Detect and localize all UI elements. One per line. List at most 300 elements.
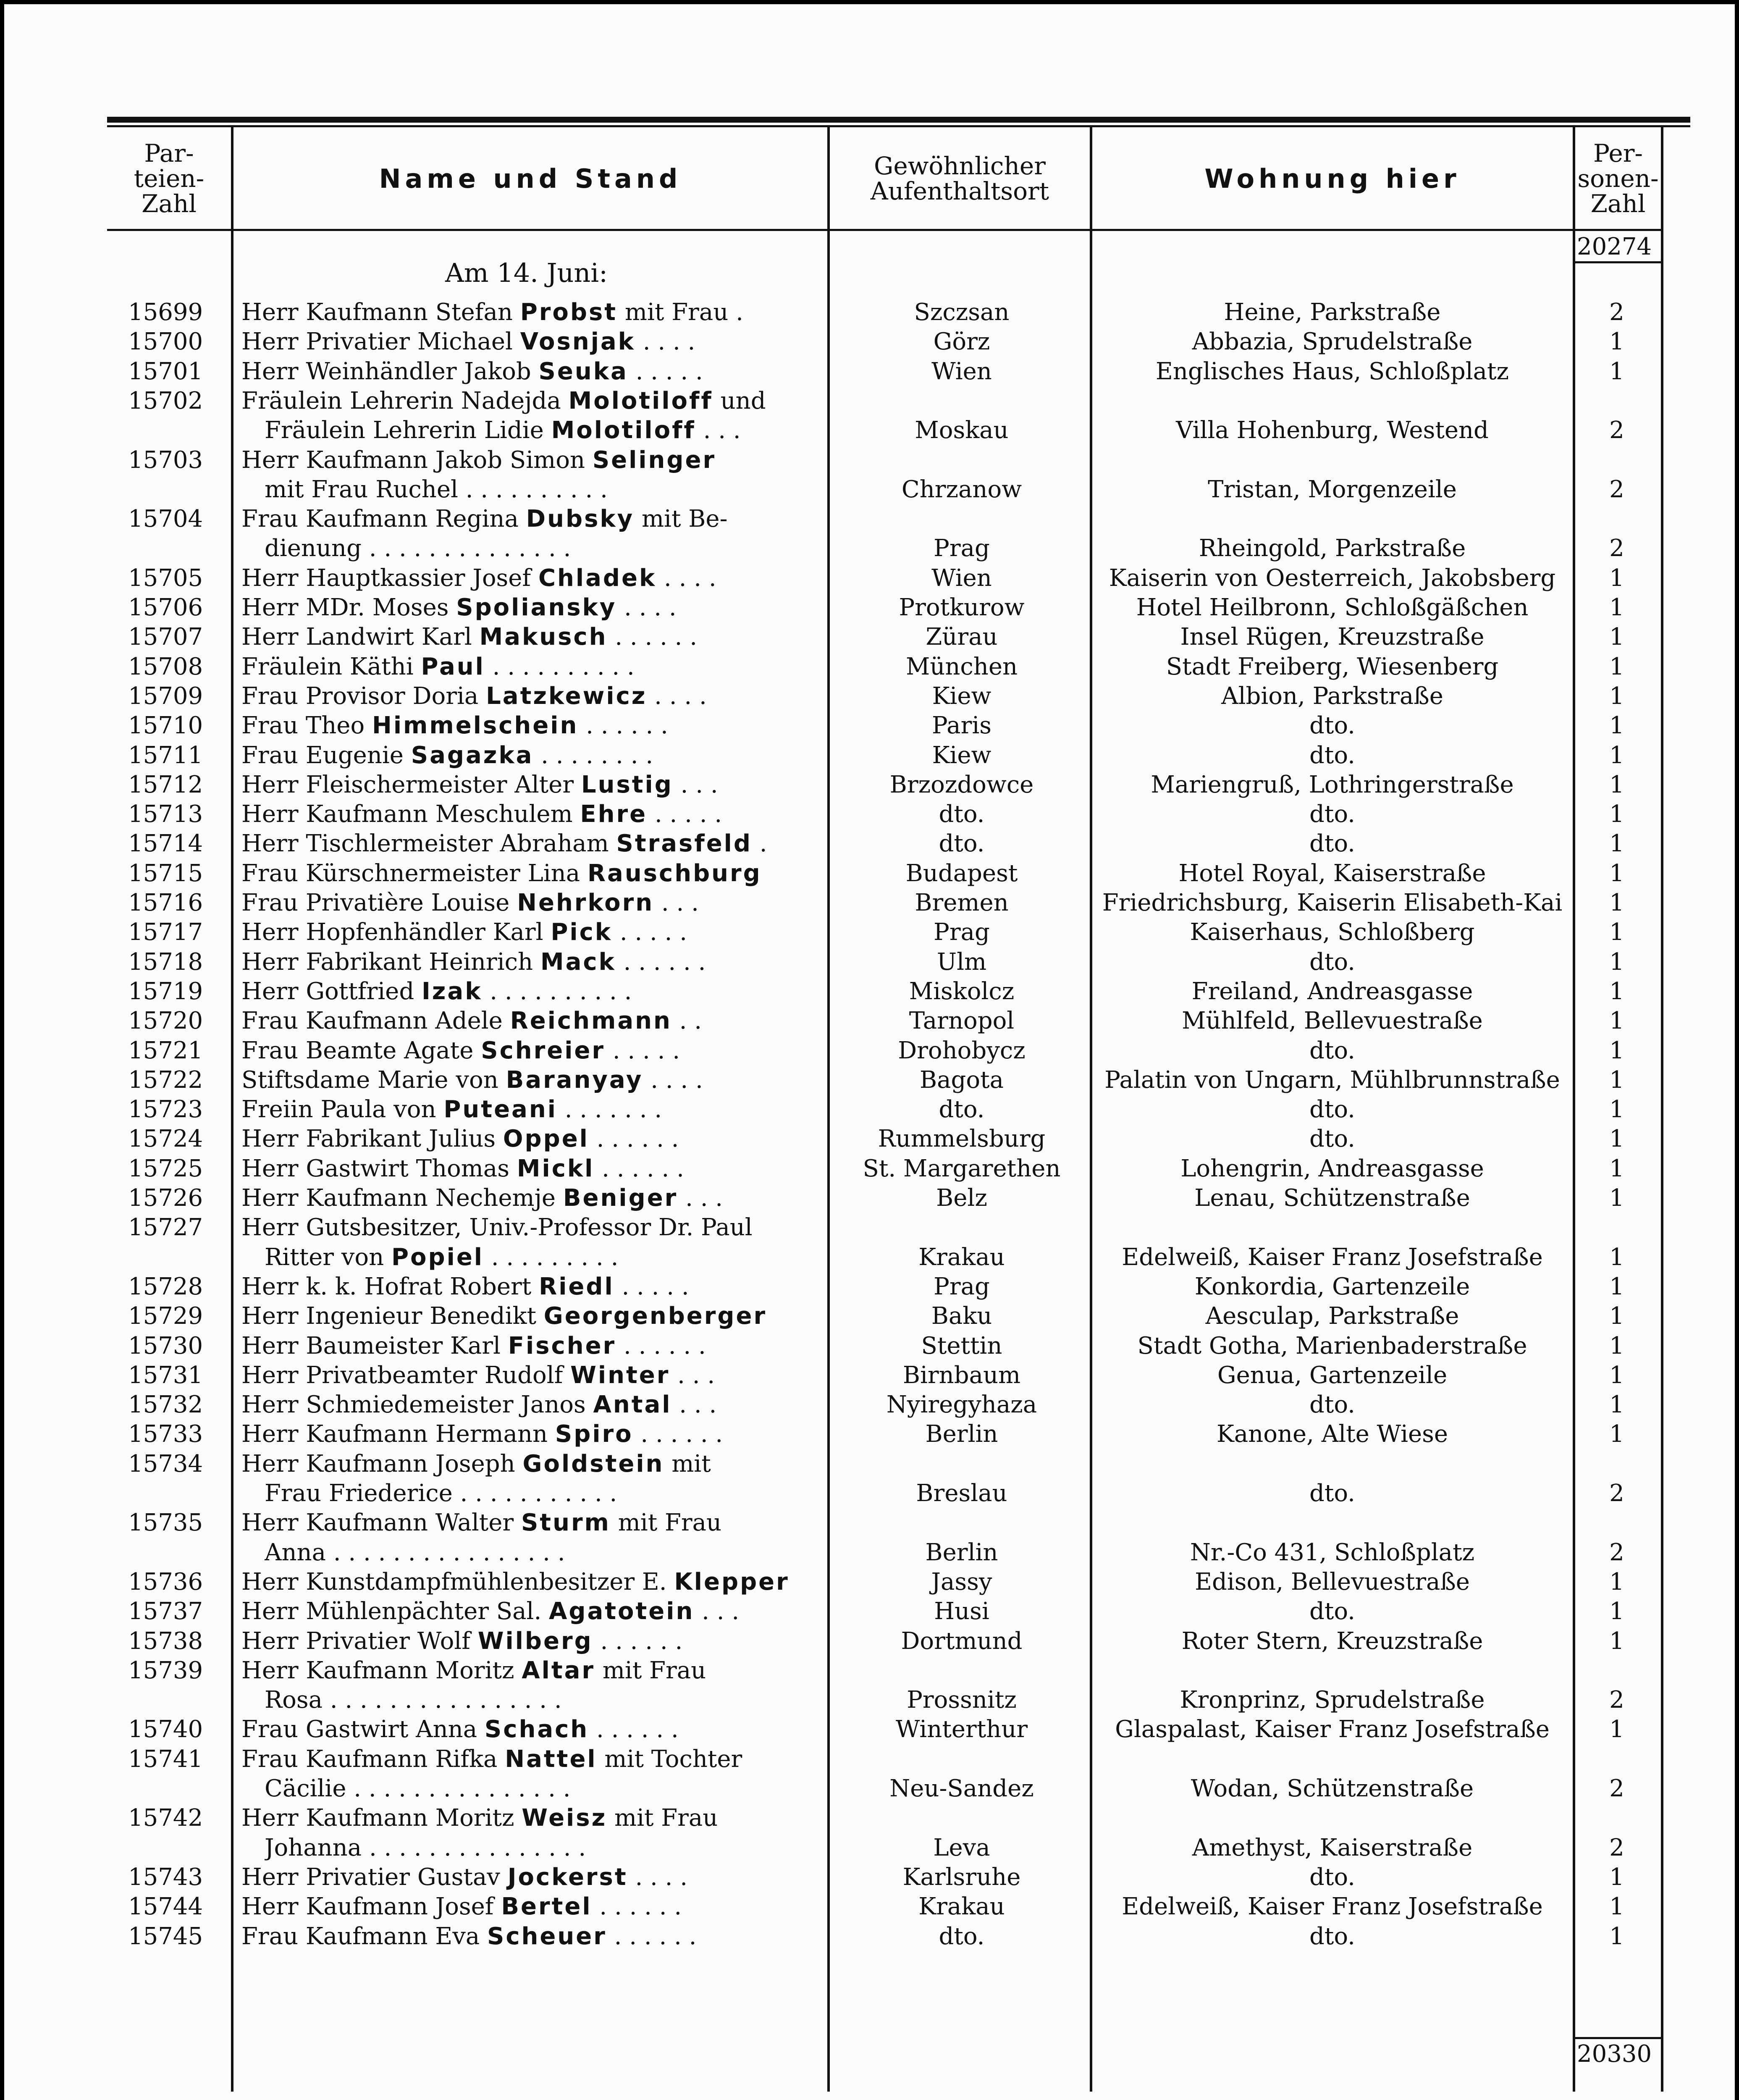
register-entry-continuation (4, 1479, 1735, 1508)
origin-place: Drohobycz (898, 1037, 1026, 1064)
local-address: Abbazia, Sprudelstraße (1192, 328, 1473, 356)
register-entry (4, 1125, 1735, 1153)
name-and-status (265, 475, 840, 504)
person-count: 1 (1609, 801, 1624, 828)
surname: Klepper (674, 1568, 790, 1596)
surname: Molotiloff (568, 387, 713, 415)
name-text: Anna . . . . . . . . . . . . . . . . (265, 1538, 565, 1566)
name-and-status (241, 771, 817, 799)
local-address: Nr.-Co 431, Schloßplatz (1190, 1538, 1475, 1566)
local-address: dto. (1309, 948, 1355, 976)
name-suffix: . . . . (647, 682, 707, 710)
local-address: dto. (1309, 1480, 1355, 1507)
surname: Sagazka (411, 741, 534, 769)
person-count: 1 (1609, 1598, 1624, 1625)
register-entry (4, 830, 1735, 858)
register-entry (4, 1332, 1735, 1360)
name-and-status (241, 1893, 817, 1921)
party-number: 15731 (128, 1361, 203, 1389)
name-and-status (241, 1302, 817, 1331)
register-entry (4, 1155, 1735, 1183)
origin-place: Prag (934, 535, 990, 562)
surname: Schreier (481, 1037, 606, 1064)
name-suffix: . . (671, 1007, 702, 1035)
party-number: 15726 (128, 1184, 203, 1212)
register-entry (4, 1656, 1735, 1685)
local-address: Genua, Gartenzeile (1217, 1361, 1448, 1389)
name-suffix: mit (664, 1450, 711, 1478)
person-count: 1 (1609, 1066, 1624, 1094)
local-address: Kaiserin von Oesterreich, Jakobsberg (1109, 564, 1556, 592)
origin-place: Berlin (925, 1420, 998, 1448)
register-entry (4, 948, 1735, 976)
person-count: 1 (1609, 859, 1624, 887)
name-text: Herr Kaufmann Stefan (241, 299, 520, 326)
local-address: Roter Stern, Kreuzstraße (1181, 1627, 1483, 1655)
name-text: Fräulein Lehrerin Nadejda (241, 387, 569, 415)
register-entry (4, 1184, 1735, 1213)
local-address: Heine, Parkstraße (1224, 299, 1441, 326)
person-count: 1 (1609, 1273, 1624, 1300)
surname: Spoliansky (456, 594, 617, 621)
name-and-status (265, 1834, 840, 1862)
name-and-status (241, 800, 817, 829)
party-number: 15733 (128, 1420, 203, 1448)
party-number: 15714 (128, 830, 203, 858)
surname: Spiro (555, 1420, 633, 1448)
name-and-status (241, 1568, 817, 1596)
name-text: Herr Fleischermeister Alter (241, 771, 581, 798)
local-address: Villa Hohenburg, Westend (1176, 417, 1489, 444)
party-number: 15705 (128, 564, 203, 592)
register-entry (4, 1863, 1735, 1892)
register-entry-continuation (4, 475, 1735, 504)
name-text: Herr Kaufmann Moritz (241, 1656, 522, 1684)
surname: Strasfeld (616, 830, 752, 858)
name-suffix: . . . . (616, 594, 677, 621)
party-number: 15723 (128, 1096, 203, 1124)
top-rule-thin (107, 125, 1690, 127)
name-text: Herr Kaufmann Josef (241, 1893, 501, 1921)
party-number: 15718 (128, 948, 203, 976)
person-count: 1 (1609, 1361, 1624, 1389)
party-number: 15738 (128, 1627, 203, 1655)
register-entry (4, 918, 1735, 947)
register-entry (4, 1509, 1735, 1537)
party-number: 15737 (128, 1598, 203, 1625)
local-address: Amethyst, Kaiserstraße (1192, 1834, 1473, 1861)
party-number: 15743 (128, 1863, 203, 1891)
name-and-status (241, 1095, 817, 1124)
name-text: Frau Kaufmann Eva (241, 1922, 488, 1950)
person-count: 1 (1609, 1243, 1624, 1271)
name-suffix: . . . . . (614, 1273, 689, 1300)
register-entry (4, 771, 1735, 799)
origin-place: Leva (933, 1834, 990, 1861)
name-suffix: . . . . . . . . (533, 741, 653, 769)
name-and-status (241, 948, 817, 976)
surname: Oppel (503, 1125, 589, 1153)
origin-place: Prag (934, 919, 990, 946)
name-suffix: mit Frau (607, 1804, 718, 1832)
register-entry (4, 623, 1735, 651)
party-number: 15742 (128, 1804, 203, 1832)
name-and-status (241, 1332, 817, 1360)
name-suffix: . . . (654, 889, 699, 916)
name-text: Herr k. k. Hofrat Robert (241, 1273, 539, 1300)
register-entry (4, 800, 1735, 829)
register-entry (4, 1007, 1735, 1035)
surname: Wilberg (477, 1627, 593, 1655)
person-count: 2 (1609, 417, 1624, 444)
name-text: Frau Provisor Doria (241, 682, 486, 710)
person-count: 1 (1609, 1391, 1624, 1419)
register-entry (4, 977, 1735, 1006)
name-text: mit Frau Ruchel . . . . . . . . . . (265, 475, 608, 503)
local-address: dto. (1309, 801, 1355, 828)
name-text: Herr Hopfenhändler Karl (241, 919, 551, 946)
party-number: 15719 (128, 977, 203, 1005)
surname: Dubsky (526, 505, 635, 533)
name-suffix: . (752, 830, 767, 858)
register-entry (4, 1597, 1735, 1626)
surname: Weisz (522, 1804, 607, 1832)
origin-place: Chrzanow (901, 475, 1022, 503)
register-entry (4, 357, 1735, 386)
name-and-status (241, 446, 817, 475)
name-text: Frau Kaufmann Rifka (241, 1745, 505, 1773)
person-count: 1 (1609, 623, 1624, 651)
local-address: Mühlfeld, Bellevuestraße (1182, 1007, 1483, 1035)
party-number: 15702 (128, 387, 203, 415)
header-address: Wohnung hier (1204, 163, 1461, 194)
origin-place: dto. (939, 801, 985, 828)
party-number: 15727 (128, 1214, 203, 1242)
party-number: 15713 (128, 801, 203, 828)
surname: Agatotein (549, 1598, 695, 1625)
origin-place: Zürau (926, 623, 998, 651)
name-and-status (241, 1125, 817, 1153)
name-text: Herr Privatier Gustav (241, 1863, 508, 1891)
name-and-status (241, 1213, 817, 1242)
party-number: 15701 (128, 357, 203, 385)
surname: Popiel (391, 1243, 484, 1271)
name-text: Cäcilie . . . . . . . . . . . . . . . (265, 1775, 571, 1802)
name-suffix: . . . . . . . . . (484, 1243, 619, 1271)
name-and-status (241, 387, 817, 415)
origin-place: Budapest (905, 859, 1018, 887)
person-count: 1 (1609, 1922, 1624, 1950)
origin-place: Szczsan (914, 299, 1010, 326)
local-address: Hotel Heilbronn, Schloßgäßchen (1136, 594, 1529, 621)
person-count: 1 (1609, 1893, 1624, 1921)
name-suffix: . . . . . . (578, 712, 668, 740)
person-count: 1 (1609, 1125, 1624, 1153)
party-number: 15704 (128, 505, 203, 533)
register-entry (4, 387, 1735, 415)
person-count: 1 (1609, 889, 1624, 916)
person-count: 2 (1609, 299, 1624, 326)
name-and-status (241, 1450, 817, 1478)
person-count: 1 (1609, 1007, 1624, 1035)
name-suffix: . . . (678, 1184, 723, 1212)
party-number: 15716 (128, 889, 203, 916)
party-number: 15709 (128, 682, 203, 710)
name-text: Herr Gastwirt Thomas (241, 1155, 517, 1182)
local-address: Englisches Haus, Schloßplatz (1155, 357, 1509, 385)
name-suffix: . . . . . (605, 1037, 680, 1064)
surname: Baranyay (506, 1066, 643, 1094)
person-count: 1 (1609, 712, 1624, 740)
name-text: Herr Gutsbesitzer, Univ.-Professor Dr. Paul (241, 1214, 753, 1242)
register-entry (4, 1450, 1735, 1478)
register-entry-continuation (4, 534, 1735, 563)
date-heading: Am 14. Juni: (445, 257, 608, 288)
party-number: 15740 (128, 1716, 203, 1743)
person-count: 2 (1609, 1834, 1624, 1861)
name-text: dienung . . . . . . . . . . . . . . (265, 535, 571, 562)
name-text: Frau Friederice . . . . . . . . . . . (265, 1480, 617, 1507)
person-count: 1 (1609, 1037, 1624, 1064)
local-address: dto. (1309, 1922, 1355, 1950)
name-suffix: . . . . . (628, 357, 703, 385)
name-and-status (241, 1391, 817, 1419)
name-suffix: . . . . . . (589, 1125, 679, 1153)
name-and-status (241, 1361, 817, 1390)
register-entry (4, 1715, 1735, 1744)
name-and-status (265, 1243, 840, 1272)
origin-place: Husi (934, 1598, 989, 1625)
person-count: 1 (1609, 1332, 1624, 1360)
origin-place: Baku (931, 1302, 992, 1330)
register-entry (4, 711, 1735, 740)
person-count: 1 (1609, 948, 1624, 976)
name-text: Herr Landwirt Karl (241, 623, 480, 651)
header-origin: Gewöhnlicher Aufenthaltsort (870, 152, 1049, 205)
surname: Georgenberger (543, 1302, 767, 1330)
surname: Vosnjak (520, 328, 635, 356)
local-address: dto. (1309, 1391, 1355, 1419)
origin-place: Birnbaum (902, 1361, 1021, 1389)
origin-place: Görz (933, 328, 990, 356)
name-text: Herr Kaufmann Nechemje (241, 1184, 563, 1212)
name-and-status (241, 564, 817, 593)
name-and-status (241, 711, 817, 740)
person-count: 2 (1609, 475, 1624, 503)
origin-place: Belz (936, 1184, 987, 1212)
surname: Selinger (592, 446, 716, 474)
name-and-status (241, 328, 817, 356)
name-text: Frau Kürschnermeister Lina (241, 859, 588, 887)
party-number: 15706 (128, 594, 203, 621)
party-number: 15699 (128, 299, 203, 326)
person-count: 1 (1609, 564, 1624, 592)
surname: Fischer (508, 1332, 616, 1360)
name-and-status (241, 1804, 817, 1832)
surname: Reichmann (510, 1007, 672, 1035)
name-and-status (241, 1184, 817, 1213)
local-address: dto. (1309, 830, 1355, 858)
name-text: Fräulein Käthi (241, 653, 421, 680)
surname: Ehre (580, 801, 648, 828)
local-address: Glaspalast, Kaiser Franz Josefstraße (1115, 1716, 1550, 1743)
name-text: Herr Kaufmann Meschulem (241, 801, 580, 828)
local-address: Mariengruß, Lothringerstraße (1151, 771, 1514, 798)
register-entry-continuation (4, 1538, 1735, 1567)
surname: Seuka (538, 357, 628, 385)
surname: Goldstein (522, 1450, 664, 1478)
origin-place: Stettin (921, 1332, 1002, 1360)
name-text: Herr MDr. Moses (241, 594, 456, 621)
local-address: dto. (1309, 1125, 1355, 1153)
local-address: dto. (1309, 712, 1355, 740)
origin-place: Prag (934, 1273, 990, 1300)
name-suffix: . . . . . . (607, 623, 698, 651)
register-entry (4, 1420, 1735, 1449)
surname: Paul (421, 653, 485, 680)
local-address: Rheingold, Parkstraße (1199, 535, 1466, 562)
person-count: 1 (1609, 1096, 1624, 1124)
party-number: 15700 (128, 328, 203, 356)
party-number: 15725 (128, 1155, 203, 1182)
person-count: 1 (1609, 1302, 1624, 1330)
party-number: 15730 (128, 1332, 203, 1360)
name-and-status (241, 830, 817, 858)
name-text: Frau Eugenie (241, 741, 411, 769)
party-number: 15741 (128, 1745, 203, 1773)
person-count: 1 (1609, 1184, 1624, 1212)
name-and-status (241, 1420, 817, 1449)
name-suffix: . . . . . (647, 801, 722, 828)
person-count: 1 (1609, 771, 1624, 798)
name-text: Fräulein Lehrerin Lidie (265, 417, 551, 444)
person-count: 1 (1609, 741, 1624, 769)
surname: Pick (551, 919, 613, 946)
surname: Latzkewicz (486, 682, 647, 710)
name-and-status (241, 1745, 817, 1774)
name-text: Herr Privatier Wolf (241, 1627, 478, 1655)
name-and-status (241, 1863, 817, 1892)
party-number: 15708 (128, 653, 203, 680)
name-text: Johanna . . . . . . . . . . . . . . . (265, 1834, 586, 1861)
name-text: Herr Ingenieur Benedikt (241, 1302, 544, 1330)
name-suffix: mit Tochter (597, 1745, 742, 1773)
register-entry (4, 298, 1735, 327)
local-address: Lenau, Schützenstraße (1194, 1184, 1470, 1212)
name-suffix: mit Be- (634, 505, 728, 533)
local-address: dto. (1309, 1863, 1355, 1891)
origin-place: Rummelsburg (878, 1125, 1046, 1153)
register-entry (4, 741, 1735, 770)
name-suffix: mit Frau (595, 1656, 706, 1684)
person-count: 1 (1609, 830, 1624, 858)
carry-in-underline (1574, 261, 1662, 263)
origin-place: Karlsruhe (902, 1863, 1021, 1891)
surname: Beniger (563, 1184, 678, 1212)
name-and-status (241, 1007, 817, 1035)
surname: Antal (593, 1391, 672, 1419)
register-entry (4, 593, 1735, 622)
surname: Lustig (581, 771, 673, 798)
register-entry (4, 1213, 1735, 1242)
party-number: 15707 (128, 623, 203, 651)
name-and-status (241, 1155, 817, 1183)
name-suffix: . . . . . . . . . . (485, 653, 635, 680)
name-suffix: . . . . (627, 1863, 688, 1891)
name-text: Frau Kaufmann Adele (241, 1007, 510, 1035)
person-count: 1 (1609, 1863, 1624, 1891)
name-and-status (241, 505, 817, 533)
surname: Rauschburg (587, 859, 762, 887)
party-number: 15711 (128, 741, 203, 769)
person-count: 1 (1609, 328, 1624, 356)
name-text: Herr Privatbeamter Rudolf (241, 1361, 571, 1389)
origin-place: Tarnopol (909, 1007, 1015, 1035)
name-text: Herr Gottfried (241, 977, 422, 1005)
local-address: Tristan, Morgenzeile (1208, 475, 1457, 503)
local-address: Stadt Gotha, Marienbaderstraße (1137, 1332, 1527, 1360)
name-suffix: . . . . . (612, 919, 687, 946)
register-entry (4, 328, 1735, 356)
register-entry (4, 1066, 1735, 1095)
register-entry (4, 446, 1735, 475)
origin-place: München (905, 653, 1018, 680)
name-text: Freiin Paula von (241, 1096, 444, 1124)
local-address: Edelweiß, Kaiser Franz Josefstraße (1122, 1893, 1543, 1921)
person-count: 1 (1609, 977, 1624, 1005)
party-number: 15724 (128, 1125, 203, 1153)
name-and-status (241, 593, 817, 622)
register-entry (4, 1095, 1735, 1124)
party-number: 15735 (128, 1509, 203, 1537)
local-address: Aesculap, Parkstraße (1205, 1302, 1459, 1330)
surname: Riedl (539, 1273, 614, 1300)
origin-place: dto. (939, 1096, 985, 1124)
name-suffix: und (713, 387, 766, 415)
name-and-status (241, 1627, 817, 1656)
party-number: 15720 (128, 1007, 203, 1035)
origin-place: dto. (939, 830, 985, 858)
register-entry (4, 1893, 1735, 1921)
carry-out-rule (1574, 2037, 1662, 2039)
person-count: 1 (1609, 357, 1624, 385)
name-and-status (265, 1686, 840, 1714)
name-text: Herr Privatier Michael (241, 328, 520, 356)
origin-place: Nyiregyhaza (886, 1391, 1037, 1419)
person-count: 2 (1609, 1538, 1624, 1566)
surname: Winter (570, 1361, 670, 1389)
register-entry (4, 682, 1735, 711)
party-number: 15736 (128, 1568, 203, 1596)
name-text: Frau Beamte Agate (241, 1037, 481, 1064)
surname: Altar (522, 1656, 595, 1684)
header-name-and-status: Name und Stand (379, 163, 682, 194)
party-number: 15722 (128, 1066, 203, 1094)
surname: Chladek (538, 564, 657, 592)
name-and-status (241, 1715, 817, 1744)
local-address: Kronprinz, Sprudelstraße (1180, 1686, 1485, 1714)
person-count: 1 (1609, 594, 1624, 621)
local-address: Kaiserhaus, Schloßberg (1190, 919, 1475, 946)
name-and-status (265, 1538, 840, 1567)
register-entry (4, 1922, 1735, 1951)
name-and-status (241, 357, 817, 386)
origin-place: Breslau (916, 1480, 1007, 1507)
name-and-status (241, 682, 817, 711)
local-address: Palatin von Ungarn, Mühlbrunnstraße (1104, 1066, 1560, 1094)
register-entry (4, 1361, 1735, 1390)
name-text: Frau Kaufmann Regina (241, 505, 526, 533)
